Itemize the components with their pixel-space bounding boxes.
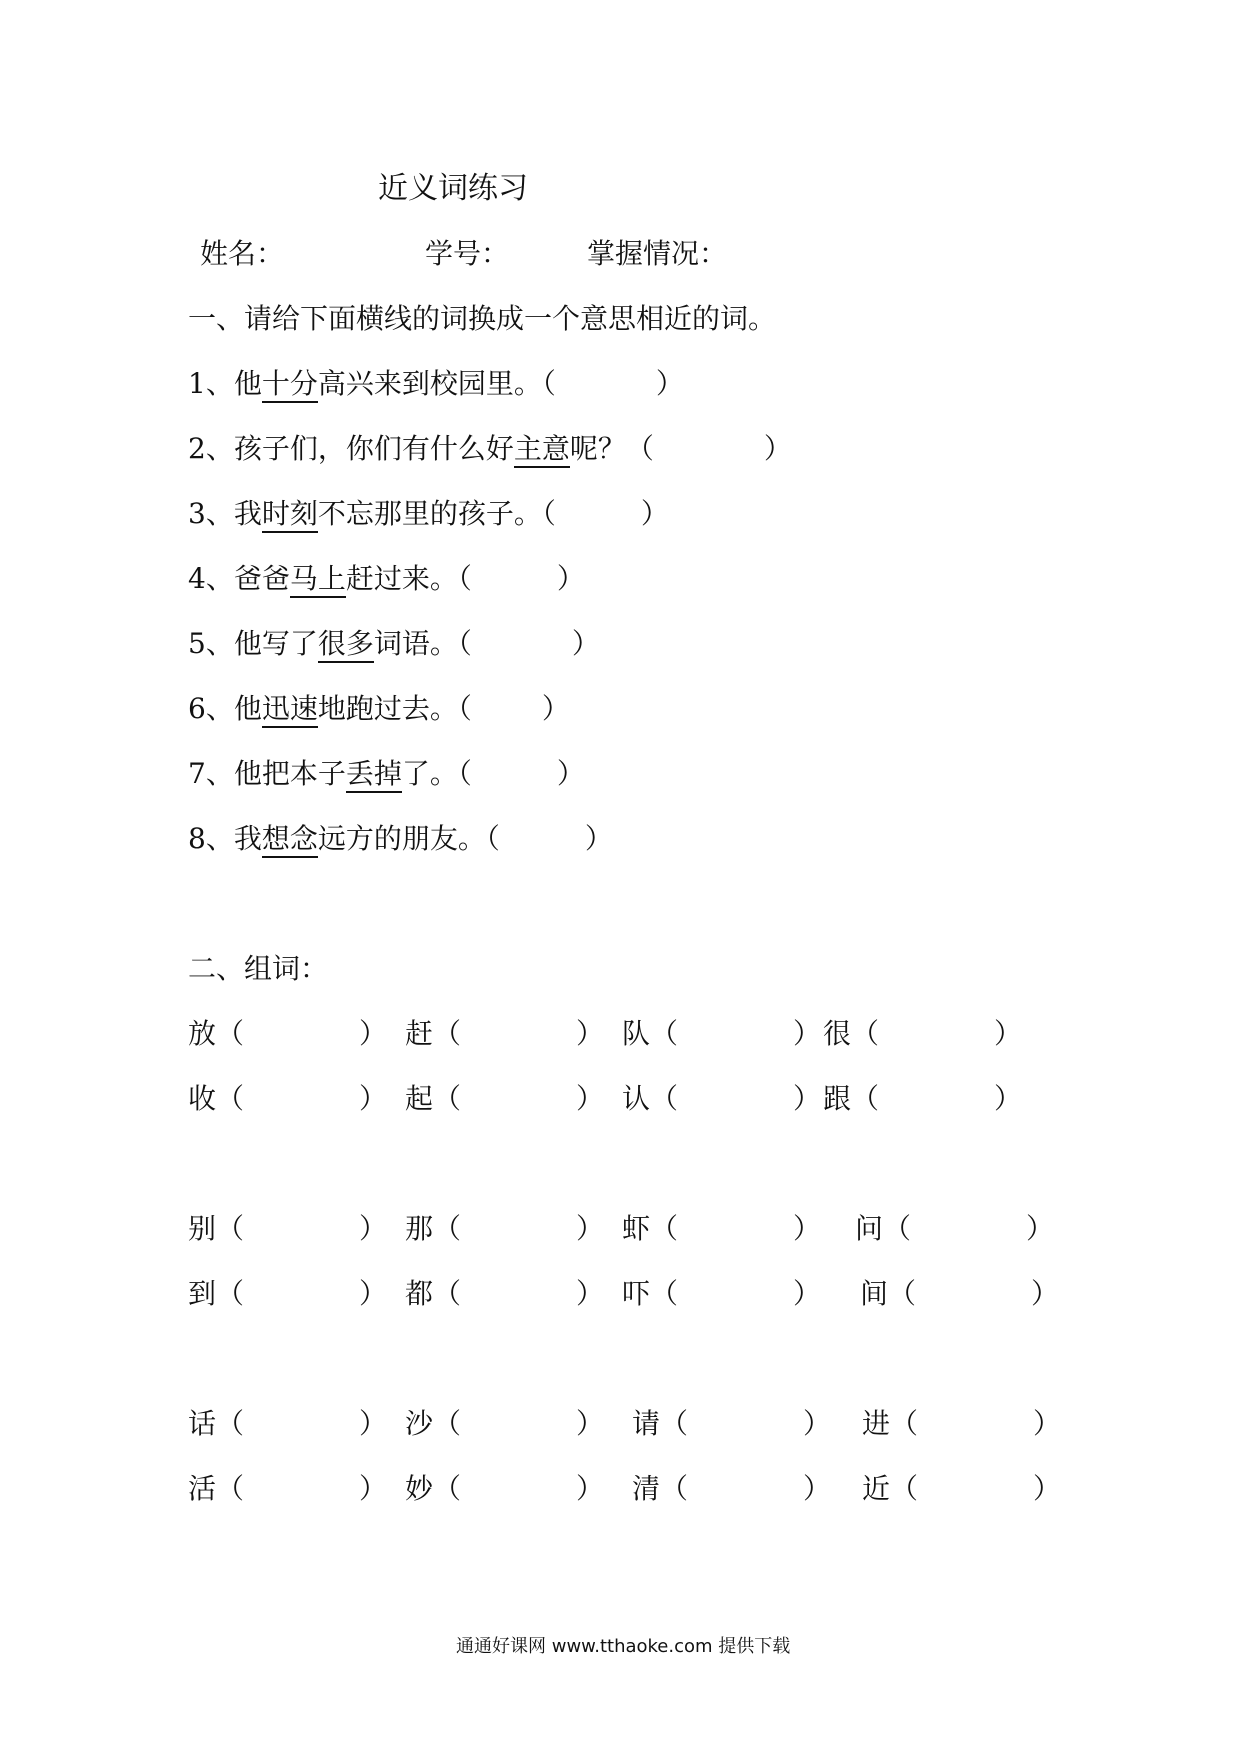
character: 请: [632, 1407, 661, 1440]
character: 别: [188, 1212, 217, 1245]
exercise-item-1: [188, 362, 684, 402]
underlined-word: 丢掉: [346, 757, 402, 793]
character: 都: [405, 1277, 434, 1310]
page-title: 近义词练习: [378, 171, 528, 206]
exercise-item-6: [188, 687, 570, 727]
close-paren: ）: [1033, 1472, 1062, 1505]
character: 妙: [405, 1472, 434, 1505]
word-cell: [405, 1012, 604, 1052]
close-paren: ）: [576, 1472, 605, 1505]
open-paren: （: [216, 1082, 245, 1115]
open-paren: （: [883, 1212, 912, 1245]
item-text-before: 我: [233, 822, 262, 855]
character: 问: [855, 1212, 884, 1245]
open-paren: （: [216, 1407, 245, 1440]
closing-paren: ）: [763, 432, 792, 465]
open-paren: （: [216, 1277, 245, 1310]
item-number: 7、: [188, 757, 234, 790]
open-paren: （: [433, 1407, 462, 1440]
close-paren: ）: [1033, 1407, 1062, 1440]
close-paren: ）: [576, 1407, 605, 1440]
item-text-after: 不忘那里的孩子。（: [317, 497, 556, 530]
item-text-after: 远方的朋友。（: [317, 822, 500, 855]
close-paren: ）: [359, 1017, 388, 1050]
closing-paren: ）: [556, 757, 585, 790]
close-paren: ）: [994, 1082, 1023, 1115]
open-paren: （: [650, 1082, 679, 1115]
item-number: 6、: [188, 692, 234, 725]
open-paren: （: [650, 1277, 679, 1310]
close-paren: ）: [994, 1017, 1023, 1050]
exercise-item-8: [188, 817, 613, 857]
item-text-after: 地跑过去。（: [317, 692, 472, 725]
character: 间: [860, 1277, 889, 1310]
word-cell: [405, 1077, 604, 1117]
item-text-after: 词语。（: [373, 627, 472, 660]
underlined-word: 很多: [318, 627, 374, 663]
character: 沙: [405, 1407, 434, 1440]
close-paren: ）: [576, 1082, 605, 1115]
close-paren: ）: [576, 1017, 605, 1050]
open-paren: （: [660, 1472, 689, 1505]
underlined-word: 迅速: [262, 692, 318, 728]
item-text-after: 呢？（: [569, 432, 654, 465]
word-cell: [632, 1467, 831, 1507]
close-paren: ）: [1031, 1277, 1060, 1310]
item-text-before: 爸爸: [233, 562, 290, 595]
item-number: 2、: [188, 432, 234, 465]
character: 近: [862, 1472, 891, 1505]
closing-paren: ）: [556, 562, 585, 595]
character: 进: [862, 1407, 891, 1440]
exercise-item-7: [188, 752, 585, 792]
word-cell: [405, 1207, 604, 1247]
word-cell: [862, 1467, 1061, 1507]
section-two-heading: 二、组词：: [188, 952, 329, 985]
word-cell: [862, 1402, 1061, 1442]
open-paren: （: [888, 1277, 917, 1310]
word-cell: [188, 1402, 387, 1442]
item-text-before: 孩子们，你们有什么好: [233, 432, 514, 465]
character: 队: [622, 1017, 651, 1050]
word-cell: [188, 1012, 387, 1052]
word-cell: [622, 1207, 821, 1247]
open-paren: （: [890, 1407, 919, 1440]
item-text-after: 高兴来到校园里。（: [317, 367, 556, 400]
item-text-after: 赶过来。（: [345, 562, 472, 595]
word-cell: [622, 1077, 821, 1117]
word-cell: [188, 1077, 387, 1117]
underlined-word: 十分: [262, 367, 318, 403]
item-text-before: 他: [233, 692, 262, 725]
word-cell: [860, 1272, 1059, 1312]
underlined-word: 主意: [514, 432, 570, 468]
footer-credit: 通通好课网 www.tthaoke.com 提供下载: [456, 1636, 791, 1657]
item-number: 1、: [188, 367, 234, 400]
item-number: 4、: [188, 562, 234, 595]
character: 到: [188, 1277, 217, 1310]
word-cell: [855, 1207, 1054, 1247]
open-paren: （: [433, 1017, 462, 1050]
open-paren: （: [433, 1212, 462, 1245]
item-text-before: 他: [233, 367, 262, 400]
underlined-word: 时刻: [262, 497, 318, 533]
character: 收: [188, 1082, 217, 1115]
word-cell: [405, 1467, 604, 1507]
close-paren: ）: [803, 1472, 832, 1505]
open-paren: （: [650, 1212, 679, 1245]
word-cell: [405, 1402, 604, 1442]
close-paren: ）: [359, 1407, 388, 1440]
character: 赶: [405, 1017, 434, 1050]
character: 吓: [622, 1277, 651, 1310]
word-cell: [405, 1272, 604, 1312]
open-paren: （: [216, 1017, 245, 1050]
open-paren: （: [650, 1017, 679, 1050]
item-number: 5、: [188, 627, 234, 660]
close-paren: ）: [576, 1212, 605, 1245]
open-paren: （: [851, 1082, 880, 1115]
word-cell: [622, 1272, 821, 1312]
open-paren: （: [433, 1277, 462, 1310]
exercise-item-4: [188, 557, 585, 597]
close-paren: ）: [793, 1082, 822, 1115]
character: 那: [405, 1212, 434, 1245]
character: 放: [188, 1017, 217, 1050]
close-paren: ）: [359, 1472, 388, 1505]
close-paren: ）: [793, 1277, 822, 1310]
close-paren: ）: [359, 1212, 388, 1245]
close-paren: ）: [576, 1277, 605, 1310]
item-text-before: 我: [233, 497, 262, 530]
name-label: 姓名：: [200, 237, 285, 270]
close-paren: ）: [793, 1017, 822, 1050]
exercise-item-3: [188, 492, 669, 532]
close-paren: ）: [359, 1082, 388, 1115]
closing-paren: ）: [541, 692, 570, 725]
open-paren: （: [216, 1472, 245, 1505]
closing-paren: ）: [584, 822, 613, 855]
close-paren: ）: [803, 1407, 832, 1440]
word-cell: [188, 1467, 387, 1507]
exercise-item-2: [188, 427, 792, 467]
mastery-label: 掌握情况：: [587, 237, 728, 270]
character: 清: [632, 1472, 661, 1505]
open-paren: （: [660, 1407, 689, 1440]
character: 起: [405, 1082, 434, 1115]
word-cell: [632, 1402, 831, 1442]
item-text-before: 他写了: [233, 627, 318, 660]
close-paren: ）: [359, 1277, 388, 1310]
exercise-item-5: [188, 622, 600, 662]
close-paren: ）: [793, 1212, 822, 1245]
open-paren: （: [851, 1017, 880, 1050]
open-paren: （: [216, 1212, 245, 1245]
item-number: 8、: [188, 822, 234, 855]
character: 认: [622, 1082, 651, 1115]
closing-paren: ）: [640, 497, 669, 530]
item-text-after: 了。（: [401, 757, 472, 790]
character: 虾: [622, 1212, 651, 1245]
character: 跟: [823, 1082, 852, 1115]
student-number-label: 学号：: [425, 237, 510, 270]
item-number: 3、: [188, 497, 234, 530]
word-cell: [823, 1077, 1022, 1117]
word-cell: [622, 1012, 821, 1052]
close-paren: ）: [1026, 1212, 1055, 1245]
character: 活: [188, 1472, 217, 1505]
underlined-word: 马上: [290, 562, 346, 598]
open-paren: （: [890, 1472, 919, 1505]
character: 话: [188, 1407, 217, 1440]
word-cell: [188, 1207, 387, 1247]
open-paren: （: [433, 1082, 462, 1115]
item-text-before: 他把本子: [233, 757, 346, 790]
underlined-word: 想念: [262, 822, 318, 858]
closing-paren: ）: [655, 367, 684, 400]
word-cell: [823, 1012, 1022, 1052]
open-paren: （: [433, 1472, 462, 1505]
closing-paren: ）: [571, 627, 600, 660]
word-cell: [188, 1272, 387, 1312]
character: 很: [823, 1017, 852, 1050]
section-one-heading: 一、请给下面横线的词换成一个意思相近的词。: [188, 302, 777, 335]
